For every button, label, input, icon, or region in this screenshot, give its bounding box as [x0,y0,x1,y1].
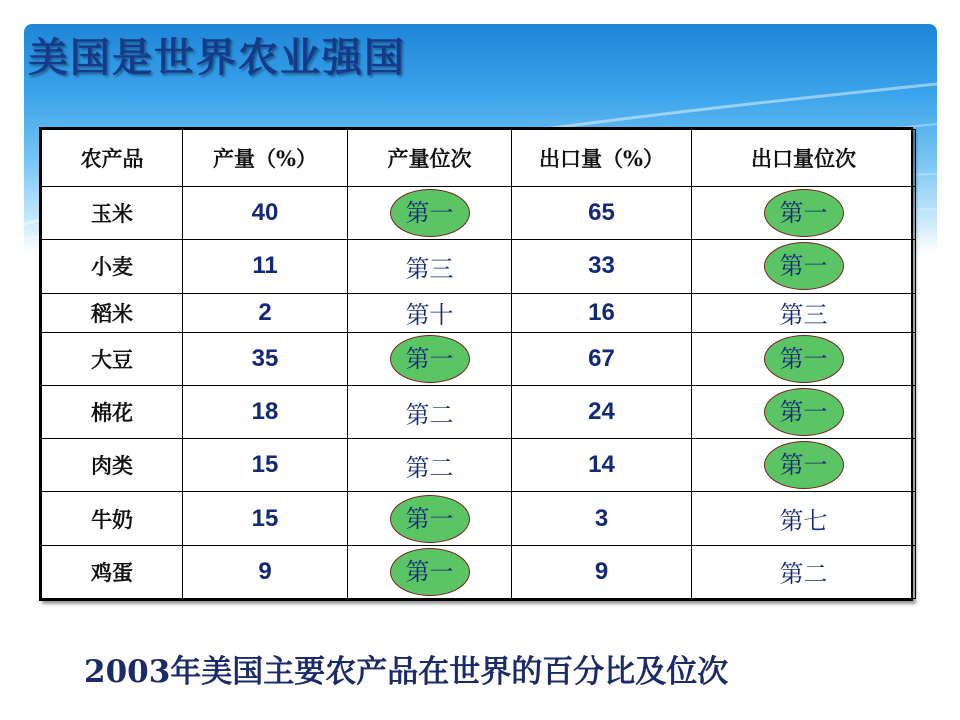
export-rank-cell: 第三 [692,293,916,332]
product-cell: 玉米 [42,187,183,240]
output-rank-cell: 第二 [348,439,512,492]
export-percent-cell: 9 [512,545,692,598]
header-export: 出口量（%） [512,130,692,187]
table-row [42,492,916,545]
rank-highlight-oval: 第一 [390,189,470,237]
page-title: 美国是世界农业强国 [28,35,406,81]
export-rank-cell: 第七 [692,492,916,545]
header-export-rank: 出口量位次 [692,130,916,187]
export-percent-cell: 3 [512,492,692,545]
output-percent-cell: 11 [183,240,348,293]
export-percent-cell: 33 [512,240,692,293]
table-row [42,240,916,293]
rank-highlight-oval: 第一 [390,495,470,543]
export-rank-cell [692,385,916,438]
export-percent-cell: 67 [512,332,692,385]
table-row [42,187,916,240]
output-percent-cell: 35 [183,332,348,385]
product-cell: 牛奶 [42,492,183,545]
table-row [42,439,916,492]
table-row [42,385,916,438]
product-cell: 棉花 [42,385,183,438]
export-rank-cell: 第二 [692,545,916,598]
output-percent-cell: 40 [183,187,348,240]
table-body [42,187,916,599]
table-row [42,293,916,332]
output-rank-cell [348,332,512,385]
export-percent-cell: 16 [512,293,692,332]
rank-highlight-oval: 第一 [764,189,844,237]
rank-highlight-oval: 第一 [390,548,470,596]
table-row [42,332,916,385]
output-percent-cell: 9 [183,545,348,598]
rank-highlight-oval: 第一 [390,335,470,383]
data-table-container [39,127,913,601]
rank-highlight-oval: 第一 [764,335,844,383]
product-cell: 肉类 [42,439,183,492]
output-rank-cell [348,492,512,545]
export-rank-cell [692,332,916,385]
agriculture-table [41,129,916,599]
product-cell: 鸡蛋 [42,545,183,598]
output-percent-cell: 15 [183,492,348,545]
product-cell: 稻米 [42,293,183,332]
output-rank-cell [348,187,512,240]
rank-highlight-oval: 第一 [764,441,844,489]
output-percent-cell: 18 [183,385,348,438]
header-output-rank: 产量位次 [348,130,512,187]
output-rank-cell: 第三 [348,240,512,293]
output-rank-cell: 第二 [348,385,512,438]
table-header-row [42,130,916,187]
output-percent-cell: 2 [183,293,348,332]
export-rank-cell [692,187,916,240]
export-percent-cell: 24 [512,385,692,438]
output-rank-cell [348,545,512,598]
export-rank-cell [692,240,916,293]
export-percent-cell: 14 [512,439,692,492]
output-rank-cell: 第十 [348,293,512,332]
header-output: 产量（%） [183,130,348,187]
product-cell: 小麦 [42,240,183,293]
export-percent-cell: 65 [512,187,692,240]
rank-highlight-oval: 第一 [764,242,844,290]
product-cell: 大豆 [42,332,183,385]
caption: 2003年美国主要农产品在世界的百分比及位次 [84,654,729,690]
rank-highlight-oval: 第一 [764,388,844,436]
header-product: 农产品 [42,130,183,187]
output-percent-cell: 15 [183,439,348,492]
export-rank-cell [692,439,916,492]
table-row [42,545,916,598]
